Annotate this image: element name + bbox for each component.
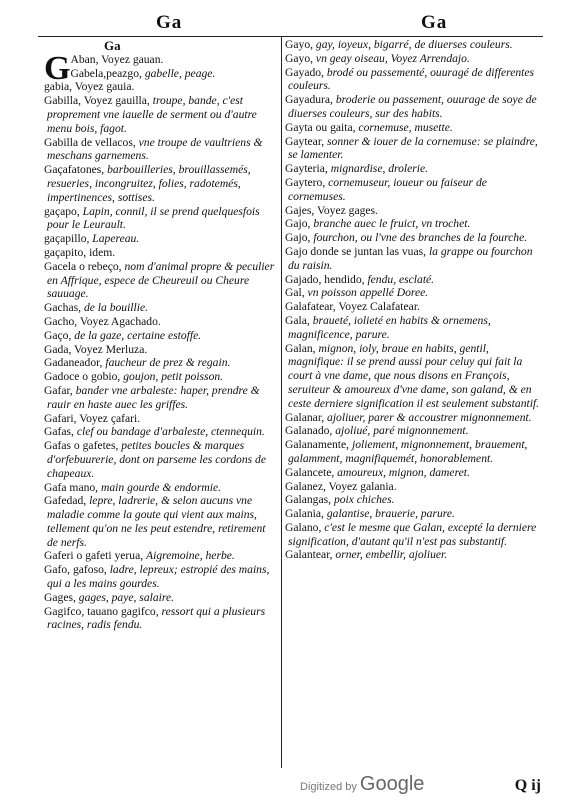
entry-definition: amoureux, mignon, dameret. bbox=[337, 465, 470, 479]
entry-definition: Lapin, connil, il se prend quelquesfois pour le Leurault. bbox=[47, 204, 260, 232]
entry-definition: braueté, iolieté en habits & ornemens, magnificence, parure. bbox=[288, 313, 491, 341]
dictionary-entry bbox=[285, 121, 545, 135]
dictionary-entry bbox=[285, 135, 545, 163]
entry-definition: mignardise, drolerie. bbox=[330, 162, 429, 176]
dictionary-entry bbox=[44, 53, 277, 67]
dictionary-entry bbox=[44, 301, 277, 315]
entry-definition: nom d'animal propre & peculier en Affrique, espece de Cheureuil ou Cheure sauuage. bbox=[47, 259, 275, 301]
entry-headword: Gafo, gafoso, bbox=[44, 563, 107, 577]
entry-definition: c'est le mesme que Galan, excepté la derniere signification, d'autant qu'il n'est pas substantif. bbox=[288, 520, 537, 548]
entry-definition: faucheur de prez & regain. bbox=[105, 356, 231, 370]
dictionary-entry bbox=[285, 521, 545, 549]
dictionary-entry bbox=[44, 412, 277, 426]
entry-definition: ressort qui a plusieurs racines, radis fendu. bbox=[47, 604, 266, 632]
dictionary-entry bbox=[44, 605, 277, 633]
dictionary-entry bbox=[44, 563, 277, 591]
dictionary-entry bbox=[44, 94, 277, 135]
entry-definition: main gourde & endormie. bbox=[101, 480, 222, 494]
digitized-by-watermark bbox=[300, 773, 424, 796]
dictionary-entry bbox=[44, 329, 277, 343]
dictionary-entry bbox=[285, 314, 545, 342]
entry-definition: cornemuseur, ioueur ou faiseur de cornemuses. bbox=[288, 175, 487, 203]
dictionary-entry bbox=[285, 52, 545, 66]
dictionary-entry bbox=[285, 411, 545, 425]
dictionary-entry bbox=[285, 507, 545, 521]
dictionary-entry bbox=[285, 66, 545, 94]
dictionary-entry bbox=[285, 273, 545, 287]
dictionary-entry bbox=[285, 231, 545, 245]
entry-headword: Gages, bbox=[44, 590, 76, 604]
dictionary-entry bbox=[44, 136, 277, 164]
dictionary-entry bbox=[44, 205, 277, 233]
entry-definition: brodé ou passementé, ouuragé de differentes couleurs. bbox=[288, 65, 535, 93]
entry-headword: Gaferi o gafeti yerua, bbox=[44, 549, 144, 563]
entry-definition: clef ou bandage d'arbaleste, ctennequin. bbox=[76, 425, 265, 439]
dictionary-entry bbox=[44, 356, 277, 370]
digitized-prefix: Digitized by bbox=[300, 781, 357, 793]
entry-headword: Galanamente, bbox=[285, 438, 350, 452]
dictionary-entry bbox=[44, 439, 277, 480]
entry-definition: poix chiches. bbox=[333, 493, 395, 507]
entry-headword: Gafa mano, bbox=[44, 480, 99, 494]
entry-headword: Galania, bbox=[285, 507, 324, 521]
entry-definition: fourchon, ou l'vne des branches de la fourche. bbox=[313, 231, 528, 245]
dictionary-entry bbox=[285, 93, 545, 121]
entry-headword: Gadoce o gobio, bbox=[44, 370, 121, 384]
dictionary-entry bbox=[285, 493, 545, 507]
dictionary-entry bbox=[44, 315, 277, 329]
dictionary-entry bbox=[44, 425, 277, 439]
column-divider bbox=[281, 36, 282, 768]
dictionary-entry bbox=[285, 217, 545, 231]
entry-headword: Gadaneador, bbox=[44, 356, 103, 370]
entry-headword: Gayteria, bbox=[285, 162, 328, 176]
entry-definition: gabelle, peage. bbox=[144, 66, 216, 80]
entry-headword: Gayo, bbox=[285, 51, 314, 65]
entry-headword: gaçapillo, bbox=[44, 232, 90, 246]
entry-definition: vn poisson appellé Doree. bbox=[307, 286, 429, 300]
running-header bbox=[38, 10, 543, 37]
entry-headword: Galancete, bbox=[285, 465, 335, 479]
entry-headword: Gacho, Voyez Agachado. bbox=[44, 314, 161, 328]
entry-definition: sonner & iouer de la cornemuse: se plaindre, se lamenter. bbox=[288, 134, 538, 162]
entry-headword: Gaçafatones, bbox=[44, 163, 105, 177]
dictionary-entry bbox=[285, 548, 545, 562]
entry-definition: ajoliué, paré mignonnement. bbox=[335, 424, 469, 438]
dictionary-entry bbox=[285, 162, 545, 176]
dictionary-entry bbox=[44, 67, 277, 81]
entry-definition: troupe, bande, c'est proprement vne iauelle de serment ou d'autre menu bois, fagot. bbox=[47, 94, 257, 135]
entry-definition: gages, paye, salaire. bbox=[78, 590, 174, 604]
entry-definition: broderie ou passement, ouurage de soye de diuerses couleurs, sur des habits. bbox=[288, 93, 537, 120]
entry-headword: Galangas, bbox=[285, 493, 332, 507]
entry-headword: Gayo, bbox=[285, 38, 314, 51]
entry-headword: Gajo, bbox=[285, 217, 311, 231]
entry-headword: Gaytear, bbox=[285, 134, 325, 148]
entry-headword: Galanez, Voyez galania. bbox=[285, 479, 397, 493]
entry-headword: Aban, Voyez gauan. bbox=[70, 52, 164, 66]
dictionary-entry bbox=[285, 480, 545, 494]
entry-definition: la grappe ou fourchon du raisin. bbox=[288, 244, 533, 272]
dictionary-entry bbox=[285, 286, 545, 300]
entry-headword: Gayado, bbox=[285, 65, 324, 79]
dictionary-entry bbox=[285, 300, 545, 314]
entry-definition: orner, embellir, ajoliuer. bbox=[335, 548, 448, 562]
entry-definition: barbouilleries, brouillassemés, resueries, incongruitez, folies, radotemés, impertinences, sottises. bbox=[47, 163, 251, 204]
entry-definition: cornemuse, musette. bbox=[358, 120, 453, 134]
dictionary-entry bbox=[44, 481, 277, 495]
dictionary-entry bbox=[44, 549, 277, 563]
entry-headword: Gachas, bbox=[44, 301, 82, 315]
entry-headword: Gajes, Voyez gages. bbox=[285, 203, 378, 217]
entry-definition: ajoliuer, parer & accoustrer mignonnement. bbox=[327, 410, 532, 424]
left-entries bbox=[44, 49, 277, 632]
entry-definition: goujon, petit poisson. bbox=[123, 370, 224, 384]
dictionary-entry bbox=[44, 384, 277, 412]
entry-headword: Gafas, bbox=[44, 425, 74, 439]
dictionary-entry bbox=[285, 245, 545, 273]
entry-headword: gaçapito, idem. bbox=[44, 245, 116, 259]
entry-definition: vn geay oiseau, Voyez Arrendajo. bbox=[315, 51, 470, 65]
entry-headword: Galan, bbox=[285, 341, 316, 355]
entry-headword: gabia, Voyez gauia. bbox=[44, 80, 135, 94]
header-right: Ga bbox=[421, 12, 448, 33]
entry-definition: de la gaze, certaine estoffe. bbox=[74, 328, 202, 342]
dictionary-entry bbox=[44, 260, 277, 301]
left-column bbox=[44, 38, 277, 632]
google-logo: Google bbox=[359, 773, 425, 795]
right-column bbox=[285, 38, 545, 562]
entry-definition: Lapereau. bbox=[92, 232, 140, 246]
entry-definition: petites boucles & marques d'orfebuurerie, dont on parseme les cordons de chapeaux. bbox=[47, 439, 266, 480]
section-title: Ga bbox=[104, 38, 121, 53]
dictionary-entry bbox=[285, 176, 545, 204]
header-left: Ga bbox=[156, 12, 183, 33]
entry-definition: gay, ioyeux, bigarré, de diuerses couleurs. bbox=[315, 38, 513, 51]
entry-headword: Gala, bbox=[285, 313, 310, 327]
entry-headword: Gaço, bbox=[44, 328, 72, 342]
signature-mark: Q ij bbox=[514, 777, 541, 794]
entry-headword: Gada, Voyez Merluza. bbox=[44, 342, 148, 356]
entry-headword: Gagifco, tauano gagifco, bbox=[44, 604, 159, 618]
entry-headword: Galantear, bbox=[285, 548, 333, 562]
entry-headword: Galanar, bbox=[285, 410, 325, 424]
drop-cap: G bbox=[44, 49, 71, 87]
entry-headword: Gabilla, Voyez gauilla, bbox=[44, 94, 150, 108]
dictionary-entry bbox=[285, 424, 545, 438]
entry-definition: branche auec le fruict, vn trochet. bbox=[313, 217, 471, 231]
entry-headword: Galano, bbox=[285, 520, 322, 534]
entry-headword: Gajo, bbox=[285, 231, 311, 245]
entry-headword: Gayadura, bbox=[285, 93, 333, 107]
entry-headword: Galanado, bbox=[285, 424, 333, 438]
entry-headword: Gayta ou gaita, bbox=[285, 120, 356, 134]
entry-headword: Gafedad, bbox=[44, 494, 87, 508]
dictionary-entry bbox=[44, 494, 277, 549]
right-entries bbox=[285, 38, 545, 562]
dictionary-entry bbox=[285, 38, 545, 52]
dictionary-entry bbox=[285, 466, 545, 480]
dictionary-entry bbox=[44, 232, 277, 246]
entry-headword: Gafas o gafetes, bbox=[44, 439, 119, 453]
dictionary-entry bbox=[285, 438, 545, 466]
entry-headword: Gabilla de vellacos, bbox=[44, 135, 136, 149]
dictionary-entry bbox=[44, 80, 277, 94]
entry-headword: Gabela,peazgo, bbox=[70, 66, 142, 80]
entry-definition: vne troupe de vaultriens & meschans garnemens. bbox=[47, 135, 263, 163]
dictionary-entry bbox=[44, 246, 277, 260]
dictionary-entry bbox=[44, 343, 277, 357]
entry-definition: ladre, lepreux; estropié des mains, qui a les mains gourdes. bbox=[47, 563, 270, 591]
entry-definition: bander vne arbaleste: haper, prendre & rauir en haste auec les griffes. bbox=[47, 383, 260, 411]
entry-headword: Gal, bbox=[285, 286, 305, 300]
entry-headword: Gafar, bbox=[44, 383, 73, 397]
entry-headword: Gajo donde se juntan las vuas, bbox=[285, 244, 427, 258]
entry-definition: Aigremoine, herbe. bbox=[146, 549, 235, 563]
entry-definition: lepre, ladrerie, & selon aucuns vne maladie comme la goute qui vient aux mains, tellement qu'on ne les peut estendre, retirement de nerfs. bbox=[47, 494, 266, 549]
entry-headword: Galafatear, Voyez Calafatear. bbox=[285, 300, 420, 314]
dictionary-entry bbox=[44, 591, 277, 605]
dictionary-entry bbox=[44, 163, 277, 204]
entry-definition: mignon, ioly, braue en habits, gentil, magnifique: il se prend aussi pour celuy qui fait la court à vne dame, que nous disons en François, seruiteur & amoureux d'vne dame, son galand, & en ceste derniere signification il est seulement substantif. bbox=[288, 341, 540, 410]
entry-headword: Gajado, hendido, bbox=[285, 272, 365, 286]
entry-definition: fendu, esclaté. bbox=[367, 272, 435, 286]
dictionary-entry bbox=[44, 370, 277, 384]
entry-definition: de la bouillie. bbox=[83, 301, 149, 315]
entry-definition: galantise, brauerie, parure. bbox=[326, 507, 455, 521]
entry-headword: gaçapo, bbox=[44, 204, 80, 218]
dictionary-entry bbox=[285, 342, 545, 411]
entry-headword: Gafari, Voyez çafari. bbox=[44, 411, 141, 425]
dictionary-entry bbox=[285, 204, 545, 218]
entry-definition: joliement, mignonnement, brauement, galamment, magnifiquemét, honorablement. bbox=[288, 438, 528, 465]
entry-headword: Gacela o rebeço, bbox=[44, 259, 122, 273]
entry-headword: Gaytero, bbox=[285, 175, 326, 189]
